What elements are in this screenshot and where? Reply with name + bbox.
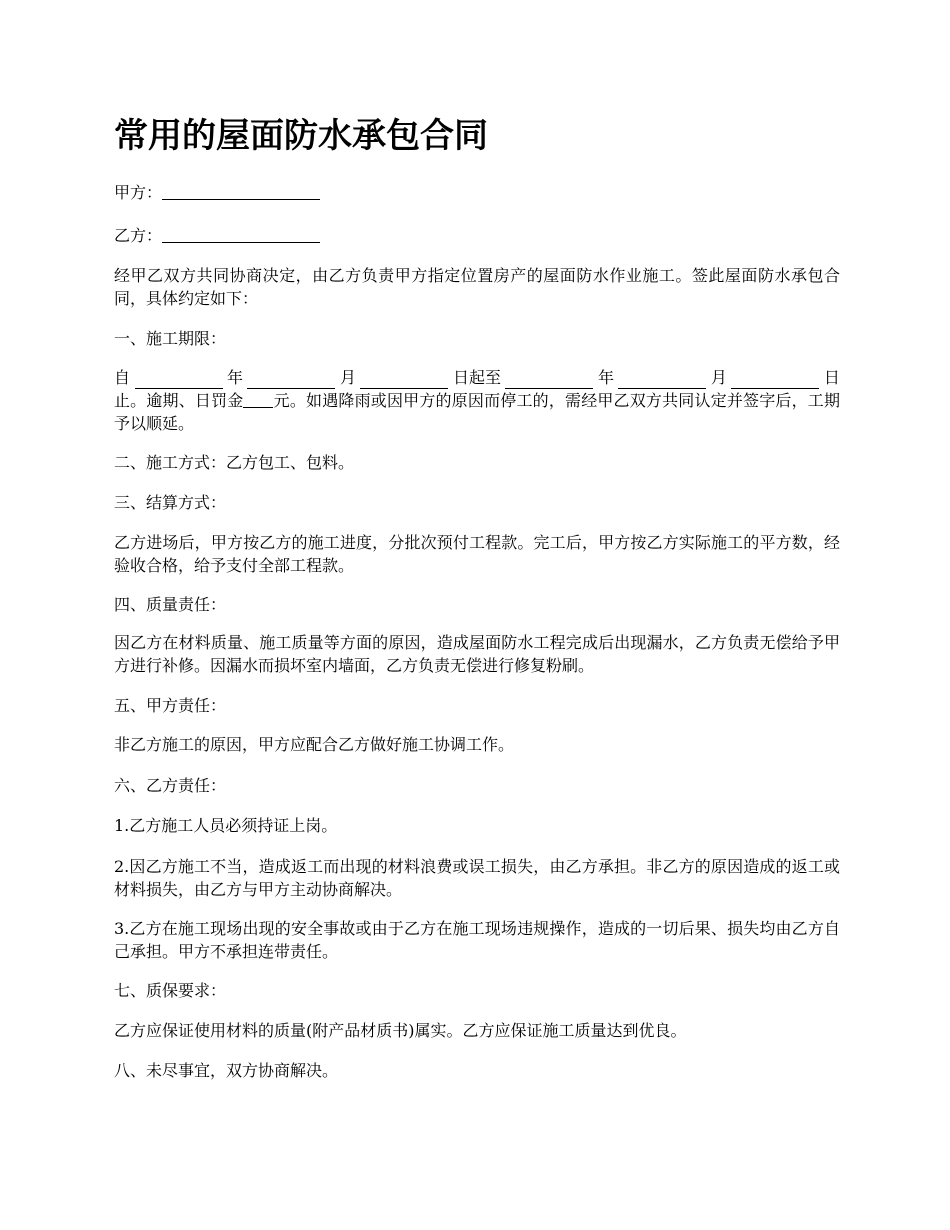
section-3-heading: 三、结算方式： [114, 493, 227, 512]
section-4-body: 因乙方在材料质量、施工质量等方面的原因，造成屋面防水工程完成后出现漏水，乙方负责无偿给予甲方进行补修。因漏水而损坏室内墙面，乙方负责无偿进行修复粉刷。 [114, 633, 840, 675]
start-month-blank [247, 372, 335, 389]
party-a-line [114, 181, 840, 204]
section-7-heading: 七、质保要求： [114, 981, 227, 1000]
party-b-blank [162, 226, 320, 243]
section-2-text: 二、施工方式：乙方包工、包料。 [114, 453, 355, 472]
section-8-text: 八、未尽事宜，双方协商解决。 [114, 1061, 339, 1080]
section-7-body: 乙方应保证使用材料的质量(附产品材质书)属实。乙方应保证施工质量达到优良。 [114, 1021, 687, 1040]
section-4-heading: 四、质量责任： [114, 595, 227, 614]
section-1-period-paragraph [114, 366, 840, 435]
section-6-item-3: 3.乙方在施工现场出现的安全事故或由于乙方在施工现场违规操作，造成的一切后果、损失均由乙方自己承担。甲方不承担连带责任。 [114, 919, 840, 961]
period-rest-suffix: 元。如遇降雨或因甲方的原因而停工的，需经甲乙双方共同认定并签字后，工期予以顺延。 [114, 391, 840, 433]
date-word-month: 月 [339, 368, 356, 387]
date-word-day-start: 日起至 [452, 368, 501, 387]
section-6-item-1: 1.乙方施工人员必须持证上岗。 [114, 816, 338, 835]
party-b-label: 乙方： [114, 226, 163, 245]
start-year-blank [135, 372, 223, 389]
section-5-body: 非乙方施工的原因，甲方应配合乙方做好施工协调工作。 [114, 735, 515, 754]
end-year-blank [505, 372, 593, 389]
date-word-year-end: 年 [597, 368, 614, 387]
date-range-line [114, 366, 840, 389]
period-rest-prefix: 止。逾期、日罚金 [114, 391, 244, 410]
fine-amount-blank [243, 391, 273, 408]
date-word-year: 年 [226, 368, 243, 387]
start-day-blank [360, 372, 448, 389]
date-word-from: 自 [114, 368, 131, 387]
section-3-body: 乙方进场后，甲方按乙方的施工进度，分批次预付工程款。完工后，甲方按乙方实际施工的平方数，经验收合格，给予支付全部工程款。 [114, 533, 840, 575]
period-rest-text [114, 389, 840, 435]
party-a-blank [162, 183, 320, 200]
intro-paragraph: 经甲乙双方共同协商决定，由乙方负责甲方指定位置房产的屋面防水作业施工。签此屋面防水承包合同，具体约定如下： [114, 266, 840, 308]
document-title: 常用的屋面防水承包合同 [114, 116, 488, 156]
section-6-heading: 六、乙方责任： [114, 776, 227, 795]
date-word-month-end: 月 [710, 368, 727, 387]
section-6-item-2: 2.因乙方施工不当，造成返工而出现的材料浪费或误工损失，由乙方承担。非乙方的原因造成的返工或材料损失，由乙方与甲方主动协商解决。 [114, 857, 840, 899]
party-b-line [114, 224, 840, 247]
end-day-blank [731, 372, 819, 389]
section-5-heading: 五、甲方责任： [114, 696, 227, 715]
end-month-blank [618, 372, 706, 389]
date-word-day-end: 日 [823, 368, 840, 387]
party-a-label: 甲方： [114, 183, 163, 202]
section-1-heading: 一、施工期限： [114, 329, 227, 348]
